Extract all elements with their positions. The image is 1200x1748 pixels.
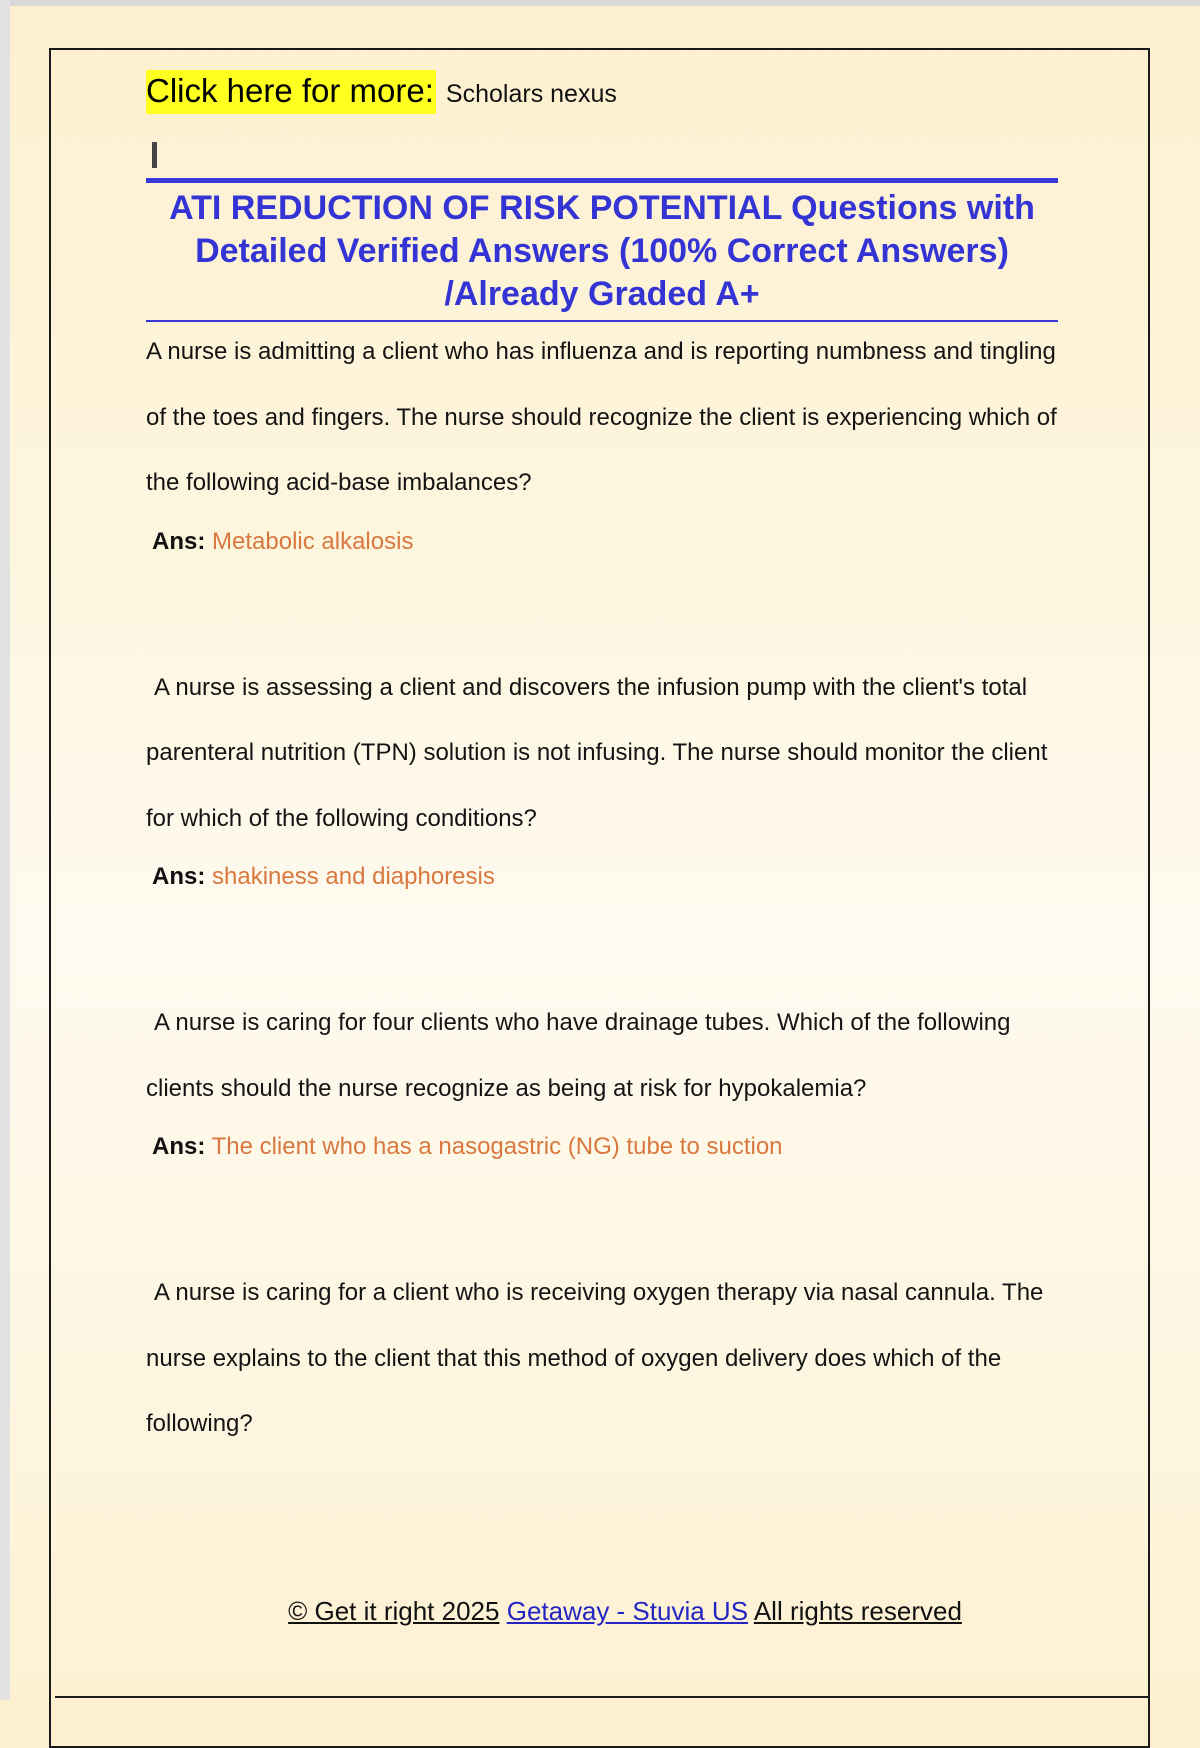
promo-line (146, 70, 1058, 114)
window-top-edge (0, 0, 1200, 6)
answer-line (152, 862, 1058, 892)
promo-link[interactable]: Click here for more: (146, 70, 436, 114)
answer-line (152, 527, 1058, 557)
qa-item (146, 1260, 1058, 1457)
qa-item (146, 319, 1058, 557)
page-title: ATI REDUCTION OF RISK POTENTIAL Questions with Detailed Verified Answers (100% Correct Answers) /Already Graded A+ (169, 189, 1035, 313)
question-text: A nurse is caring for a client who is receiving oxygen therapy via nasal cannula. The nurse explains to the client that this method of oxygen delivery does which of the following? (146, 1279, 1044, 1437)
answer-label: Ans: (152, 863, 206, 890)
qa-list (146, 319, 1058, 1457)
answer-label: Ans: (152, 527, 206, 555)
promo-text: Scholars nexus (445, 80, 617, 108)
footer (0, 1596, 1200, 1627)
answer-text: Metabolic alkalosis (212, 527, 414, 555)
page-border-bottom (55, 1696, 1150, 1698)
answer-text: shakiness and diaphoresis (212, 863, 495, 890)
footer-rights: All rights reserved (753, 1596, 962, 1626)
answer-label: Ans: (152, 1133, 206, 1160)
qa-item (146, 990, 1058, 1162)
footer-link[interactable]: Getaway - Stuvia US (506, 1596, 749, 1626)
answer-text: The client who has a nasogastric (NG) tube to suction (211, 1133, 783, 1160)
question-text: A nurse is caring for four clients who have drainage tubes. Which of the following clients should the nurse recognize as being at risk for hypokalemia? (146, 1009, 1011, 1102)
qa-item (146, 655, 1058, 893)
question-text: A nurse is assessing a client and discovers the infusion pump with the client's total parenteral nutrition (TPN) solution is not infusing. The nurse should monitor the client for which of the following conditions? (146, 673, 1048, 832)
title-top-rule (146, 178, 1058, 183)
text-cursor (152, 142, 157, 168)
footer-copyright: © Get it right 2025 (288, 1596, 500, 1626)
window-left-edge (0, 0, 10, 1700)
question-text: A nurse is admitting a client who has influenza and is reporting numbness and tingling of the toes and fingers. The nurse should recognize the client is experiencing which of the following acid-base imbalances? (146, 338, 1057, 496)
document-body (146, 70, 1058, 1457)
answer-line (152, 1132, 1058, 1162)
